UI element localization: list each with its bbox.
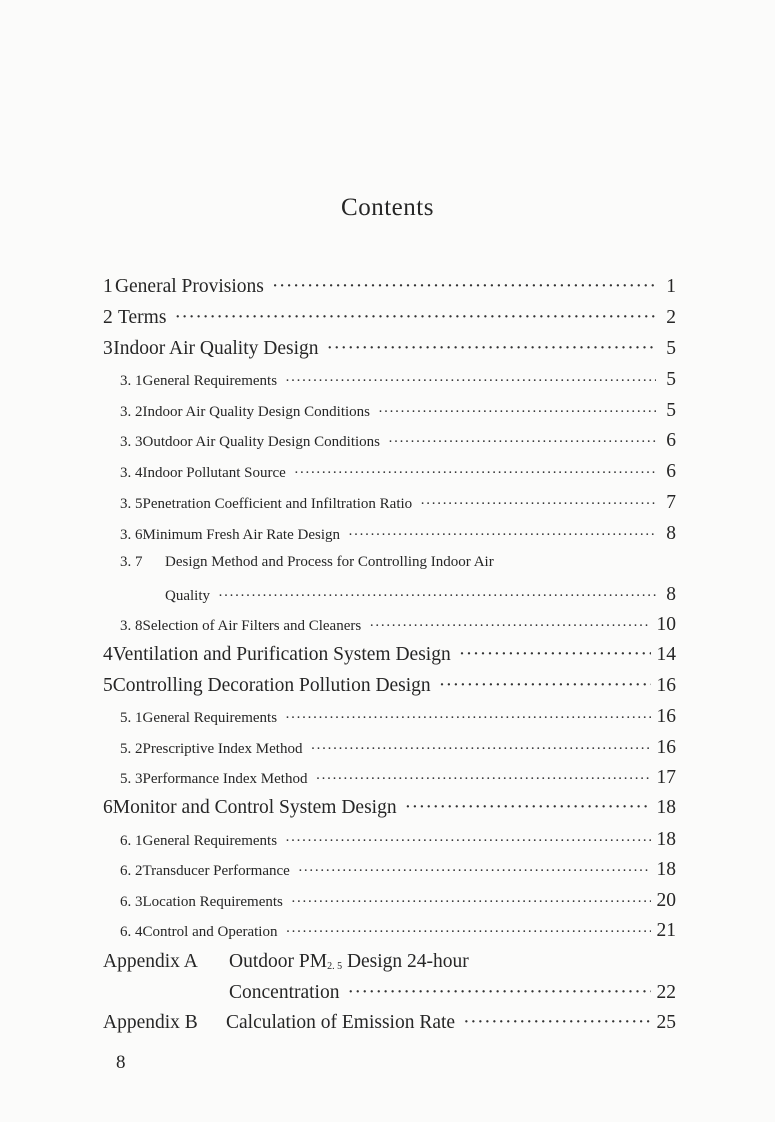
toc-label: Control and Operation: [142, 924, 278, 940]
toc-entry-3-1[interactable]: [120, 369, 676, 391]
dot-leader: [174, 307, 656, 329]
page-title: Contents: [341, 194, 434, 221]
toc-entry-3-3[interactable]: [120, 430, 676, 452]
toc-page: 5: [666, 338, 676, 359]
dot-leader: [420, 496, 656, 513]
toc-page: 6: [666, 461, 676, 482]
toc-entry-terms[interactable]: [103, 307, 676, 329]
toc-label: Location Requirements: [142, 894, 283, 910]
toc-entry-6-1[interactable]: [120, 829, 676, 851]
toc-label: Calculation of Emission Rate: [226, 1012, 456, 1033]
toc-entry-appendix-a-continued[interactable]: [229, 982, 676, 1004]
toc-number: 3. 2: [120, 404, 143, 420]
toc-label: Minimum Fresh Air Rate Design: [142, 527, 340, 543]
toc-label: Indoor Air Quality Design: [113, 338, 319, 359]
dot-leader: [459, 644, 651, 666]
toc-page: 8: [666, 523, 676, 544]
toc-entry-3-2[interactable]: [120, 400, 676, 422]
toc-page: 8: [666, 584, 676, 605]
toc-number: 6. 1: [120, 833, 143, 849]
toc-entry-6-3[interactable]: [120, 890, 676, 912]
toc-number: 2: [103, 307, 113, 328]
dot-leader: [388, 434, 656, 451]
dot-leader: [294, 465, 656, 482]
toc-label: Terms: [117, 307, 167, 328]
toc-entry-3-7-continued[interactable]: [165, 584, 676, 606]
toc-label: Performance Index Method: [142, 771, 308, 787]
toc-label: General Requirements: [142, 373, 278, 389]
toc-label: Indoor Air Quality Design Conditions: [142, 404, 370, 420]
toc-label: Design 24-hour: [342, 951, 469, 972]
toc-label: Prescriptive Index Method: [142, 741, 303, 757]
toc-label: General Requirements: [142, 833, 278, 849]
toc-label: Penetration Coefficient and Infiltration Ratio: [142, 496, 413, 512]
dot-leader: [347, 982, 650, 1004]
toc-page: 14: [656, 644, 676, 665]
toc-page: 21: [656, 920, 676, 941]
dot-leader: [285, 710, 650, 727]
toc-number: 5. 3: [120, 771, 143, 787]
toc-entry-3-5[interactable]: [120, 492, 676, 514]
toc-label: Concentration: [229, 982, 340, 1003]
page-number: 8: [116, 1052, 126, 1073]
toc-page: 16: [656, 675, 676, 696]
toc-label: Transducer Performance: [142, 863, 290, 879]
appendix-prefix: Appendix B: [103, 1012, 198, 1033]
toc-page: 1: [666, 276, 676, 297]
toc-number: 3. 1: [120, 373, 143, 389]
dot-leader: [405, 797, 651, 819]
toc-page: 6: [666, 430, 676, 451]
dot-leader: [285, 833, 650, 850]
dot-leader: [298, 863, 651, 880]
toc-number: 3. 8: [120, 618, 143, 634]
toc-number: 3. 7: [120, 554, 143, 570]
toc-label: General Provisions: [114, 276, 264, 297]
toc-entry-6-2[interactable]: [120, 859, 676, 881]
toc-number: 5. 2: [120, 741, 143, 757]
toc-page: 18: [656, 859, 676, 880]
dot-leader: [285, 924, 650, 941]
dot-leader: [348, 527, 656, 544]
toc-entry-ventilation[interactable]: [103, 644, 676, 666]
toc-page: 5: [666, 400, 676, 421]
toc-number: 3. 5: [120, 496, 143, 512]
toc-number: 5: [103, 675, 113, 696]
toc-number: 6. 2: [120, 863, 143, 879]
toc-page: 18: [656, 829, 676, 850]
toc-entry-5-1[interactable]: [120, 706, 676, 728]
toc-label: Ventilation and Purification System Design: [112, 644, 451, 665]
toc-label: Outdoor Air Quality Design Conditions: [142, 434, 380, 450]
toc-page: 18: [656, 797, 676, 818]
toc-label: Indoor Pollutant Source: [142, 465, 286, 481]
toc-number: 6. 3: [120, 894, 143, 910]
toc-page: 22: [656, 982, 676, 1003]
dot-leader: [218, 588, 656, 605]
dot-leader: [285, 373, 656, 390]
dot-leader: [369, 618, 650, 635]
subscript: 2. 5: [327, 961, 343, 972]
toc-label: Controlling Decoration Pollution Design: [112, 675, 431, 696]
toc-label: General Requirements: [142, 710, 278, 726]
dot-leader: [327, 338, 657, 360]
toc-number: 3: [103, 338, 113, 359]
toc-page: 20: [656, 890, 676, 911]
toc-page: 5: [666, 369, 676, 390]
toc-page: 2: [666, 307, 676, 328]
dot-leader: [439, 675, 651, 697]
toc-entry-decoration-pollution[interactable]: [103, 675, 676, 697]
toc-number: 3. 3: [120, 434, 143, 450]
dot-leader: [272, 276, 656, 298]
toc-entry-monitor-control[interactable]: [103, 797, 676, 819]
toc-entry-indoor-air-quality-design[interactable]: [103, 338, 676, 360]
toc-page: 17: [656, 767, 676, 788]
toc-number: 1: [103, 276, 113, 297]
toc-number: 5. 1: [120, 710, 143, 726]
toc-label: Monitor and Control System Design: [112, 797, 397, 818]
appendix-prefix: Appendix A: [103, 951, 198, 972]
toc-entry-3-6[interactable]: [120, 523, 676, 545]
dot-leader: [463, 1012, 650, 1034]
toc-page: 10: [656, 614, 676, 635]
toc-entry-general-provisions[interactable]: [103, 276, 676, 298]
toc-label: Quality: [165, 588, 210, 604]
toc-entry-appendix-a[interactable]: [103, 951, 469, 973]
toc-entry-6-4[interactable]: [120, 920, 676, 942]
dot-leader: [310, 741, 650, 758]
toc-entry-3-4[interactable]: [120, 461, 676, 483]
toc-page: 25: [656, 1012, 676, 1033]
toc-number: 3. 4: [120, 465, 143, 481]
toc-entry-3-7[interactable]: [120, 554, 676, 571]
toc-label: Outdoor PM: [229, 951, 328, 972]
toc-entry-appendix-b[interactable]: [103, 1012, 676, 1034]
dot-leader: [378, 404, 656, 421]
toc-number: 3. 6: [120, 527, 143, 543]
dot-leader: [315, 771, 650, 788]
toc-entry-5-3[interactable]: [120, 767, 676, 789]
dot-leader: [291, 894, 651, 911]
toc-number: 6. 4: [120, 924, 143, 940]
toc-number: 4: [103, 644, 113, 665]
toc-entry-5-2[interactable]: [120, 737, 676, 759]
toc-page: 16: [656, 737, 676, 758]
toc-page: 16: [656, 706, 676, 727]
toc-page: 7: [666, 492, 676, 513]
toc-entry-3-8[interactable]: [120, 614, 676, 636]
toc-number: 6: [103, 797, 113, 818]
toc-label: Design Method and Process for Controlling Indoor Air: [165, 554, 494, 570]
toc-label: Selection of Air Filters and Cleaners: [142, 618, 362, 634]
